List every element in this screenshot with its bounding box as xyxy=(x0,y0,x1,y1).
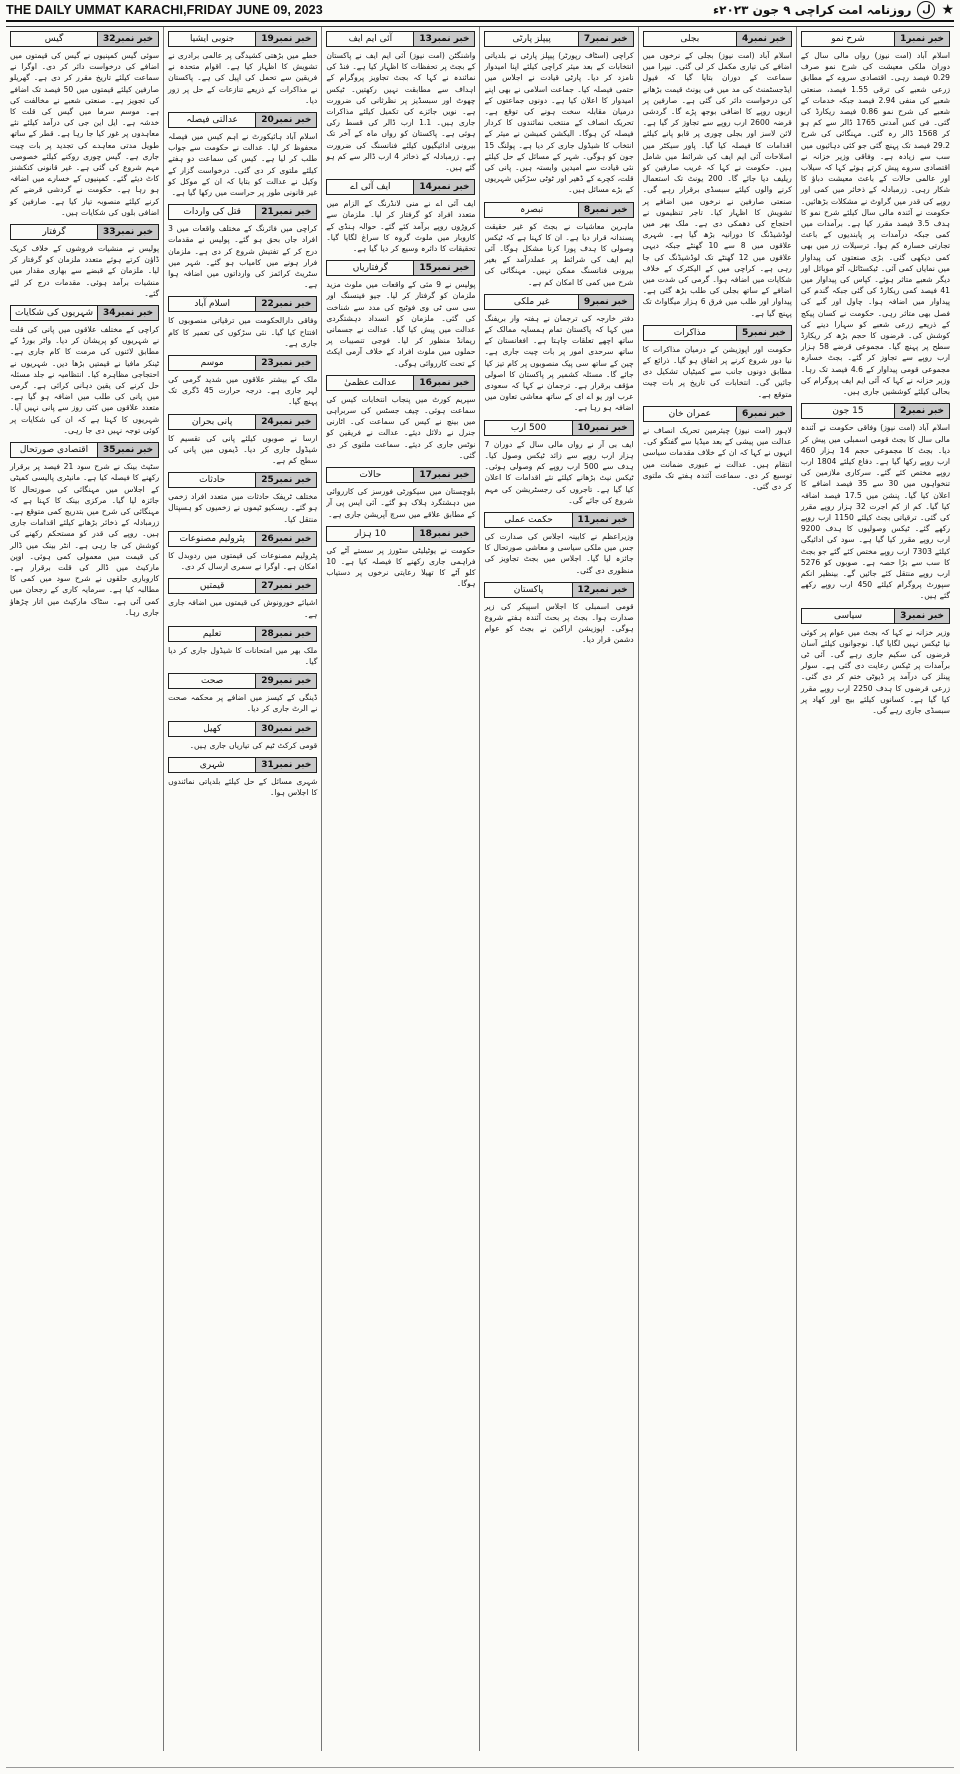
story-header-box xyxy=(168,531,317,547)
story-header-box xyxy=(801,31,950,47)
story-number-label: خبر نمبر xyxy=(273,416,312,427)
story-number-label: خبر نمبر xyxy=(115,445,154,456)
story-body: بلوچستان میں سیکورٹی فورسز کی کارروائی میں دہشتگرد ہلاک ہو گئے۔ آئی ایس پی آر کے مطابق علاقے میں سرچ آپریشن جاری ہے۔ xyxy=(326,487,476,519)
story-number-value: 20 xyxy=(261,115,274,126)
story-headline: سیاسی xyxy=(833,610,863,621)
story-number xyxy=(255,532,316,546)
urdu-masthead-title: روزنامہ امت کراچی ۹ جون ۲۰۲۳ء xyxy=(713,3,912,17)
story-headline: تبصرہ xyxy=(520,204,544,215)
story-body: اسلام آباد (امت نیوز) وفاقی حکومت نے آئندہ مالی سال کا بجٹ قومی اسمبلی میں پیش کر دیا۔ بجٹ کا مجموعی حجم 14 ہزار 460 ارب روپے رکھا گیا ہے۔ دفاع کیلئے 1804 ارب روپے مختص کئے گئے۔ سرکاری ملازمین کی تنخواہوں میں 30 سے 35 فیصد اضافے کا اعلان کیا گیا۔ پنشن میں 17.5 فیصد اضافہ کیا گیا۔ کم از کم اجرت 32 ہزار روپے مقرر کی گئی۔ ترقیاتی بجٹ کیلئے 1150 ارب روپے رکھے گئے۔ ٹیکس وصولیوں کا ہدف 9200 ارب روپے مقرر کیا گیا ہے۔ سود کی ادائیگی کیلئے 7303 ارب روپے مختص کئے گئے جو بجٹ کا سب سے بڑا حصہ ہے۔ صوبوں کو 5276 ارب روپے منتقل کئے جائیں گے۔ بینظیر انکم سپورٹ پروگرام کیلئے 450 ارب روپے رکھے گئے ہیں۔ xyxy=(800,423,951,601)
story-header-box xyxy=(326,31,475,47)
story-number-value: 34 xyxy=(103,308,116,319)
news-story xyxy=(10,31,159,218)
story-number xyxy=(255,32,316,46)
news-story xyxy=(326,375,475,461)
story-number-value: 30 xyxy=(261,723,274,734)
story-header-box xyxy=(168,414,317,430)
news-story xyxy=(484,512,633,576)
story-headline: اسلام آباد xyxy=(194,299,230,310)
story-headline: حالات xyxy=(359,470,382,481)
story-headline: مذاکرات xyxy=(673,327,706,338)
news-column xyxy=(479,27,637,1751)
story-number xyxy=(413,32,474,46)
story-header-box xyxy=(10,224,159,240)
story-number-label: خبر نمبر xyxy=(115,34,154,44)
story-number-label: خبر نمبر xyxy=(273,581,312,592)
story-header-box xyxy=(168,112,317,128)
story-number xyxy=(255,356,316,370)
story-number-value: 14 xyxy=(419,182,432,193)
story-header-box xyxy=(10,305,159,321)
newspaper-logo-icon: ﻝ xyxy=(917,1,935,19)
story-number xyxy=(736,326,791,340)
story-number-value: 4 xyxy=(741,34,749,44)
story-number xyxy=(413,261,474,275)
story-header-box xyxy=(168,31,317,47)
story-number-label: خبر نمبر xyxy=(748,34,786,44)
story-number-value: 26 xyxy=(261,533,274,544)
story-headline: 10 ہزار xyxy=(354,528,387,539)
story-number-value: 17 xyxy=(419,470,432,481)
story-number-value: 12 xyxy=(577,584,591,595)
story-headline: پٹرولیم مصنوعات xyxy=(179,533,245,544)
story-number-value: 15 xyxy=(419,263,432,274)
story-headline: شہری xyxy=(199,759,225,770)
story-headline: حکمت عملی xyxy=(504,514,553,525)
news-story xyxy=(168,472,317,525)
story-number xyxy=(255,579,316,593)
story-number xyxy=(97,443,158,457)
story-headline: گیس xyxy=(44,34,64,44)
story-headline: قیمتیں xyxy=(199,581,225,592)
story-headline: گرفتاریاں xyxy=(352,263,388,274)
story-body: ملک بھر میں امتحانات کا شیڈول جاری کر دیا گیا۔ xyxy=(168,645,318,666)
news-story xyxy=(168,673,317,714)
story-headline: عدالتی فیصلہ xyxy=(186,115,238,126)
story-body: واشنگٹن (امت نیوز) آئی ایم ایف نے پاکستان کے بجٹ پر تحفظات کا اظہار کیا ہے۔ فنڈ کی نمائندہ نے کہا کہ بجٹ تجاویز پروگرام کے اہداف سے مطابقت نہیں رکھتیں۔ ٹیکس چھوٹ اور سبسڈیز پر نظرثانی کی ضرورت ہے۔ نویں جائزے کی تکمیل کیلئے مذاکرات جاری ہیں۔ 1.1 ارب ڈالر کی قسط رکی ہوئی ہے۔ پاکستان کو رواں ماہ کے آخر تک بیرونی ادائیگیوں کیلئے فنانسنگ کی ضرورت ہے۔ زرمبادلہ کے ذخائر 4 ارب ڈالر سے کم ہو گئے ہیں۔ xyxy=(326,51,476,173)
story-number xyxy=(572,583,633,597)
story-number-label: خبر نمبر xyxy=(273,628,312,639)
story-number-value: 19 xyxy=(261,34,274,44)
story-number-label: خبر نمبر xyxy=(431,263,470,274)
story-body: کراچی کے مختلف علاقوں میں پانی کی قلت نے شہریوں کو پریشان کر دیا۔ واٹر بورڈ کے مطابق لائنوں کی مرمت کا کام جاری ہے۔ ٹینکر مافیا نے قیمتیں بڑھا دیں۔ شہریوں نے احتجاجی مظاہرہ کیا۔ انتظامیہ نے جلد مسئلہ حل کرنے کی یقین دہانی کرائی ہے۔ گرمی میں پانی کی طلب میں اضافہ ہو گیا ہے۔ متعدد علاقوں میں کئی روز سے پانی نہیں آیا۔ شہریوں کا کہنا ہے کہ ان کی شکایات پر کوئی توجہ نہیں دی جا رہی۔ xyxy=(9,325,160,435)
news-column xyxy=(796,27,954,1751)
story-headline: قتل کی واردات xyxy=(183,207,241,218)
story-number xyxy=(413,376,474,390)
story-body: ایف آئی اے نے منی لانڈرنگ کے الزام میں متعدد افراد کو گرفتار کر لیا۔ ملزمان سے کروڑوں روپے برآمد کئے گئے۔ حوالہ ہنڈی کے کاروبار میں ملوث گروہ کا سراغ لگایا گیا۔ تحقیقات کا دائرہ وسیع کر دیا گیا ہے۔ xyxy=(326,199,476,254)
story-body: سپریم کورٹ میں پنجاب انتخابات کیس کی سماعت ہوئی۔ چیف جسٹس کی سربراہی میں بینچ نے کیس کی سماعت کی۔ اٹارنی جنرل نے دلائل دیئے۔ عدالت نے فریقین کو نوٹس جاری کر دیئے۔ سماعت ملتوی کر دی گئی۔ xyxy=(326,394,476,460)
story-headline: حادثات xyxy=(199,475,226,486)
story-header-box xyxy=(168,355,317,371)
story-number-value: 1 xyxy=(900,34,907,44)
story-body: قومی کرکٹ ٹیم کی تیاریاں جاری ہیں۔ xyxy=(189,740,318,750)
news-story xyxy=(326,467,475,520)
story-body: شہری مسائل کے حل کیلئے بلدیاتی نمائندوں کا اجلاس ہوا۔ xyxy=(168,776,318,797)
story-number-label: خبر نمبر xyxy=(273,115,312,126)
story-number-label: خبر نمبر xyxy=(906,34,944,44)
story-number-value: 23 xyxy=(261,358,274,369)
story-number xyxy=(97,225,158,239)
story-headline: غیر ملکی xyxy=(513,296,550,307)
news-story xyxy=(326,31,475,173)
story-number xyxy=(255,205,316,219)
story-body: پولیس نے 9 مئی کے واقعات میں ملوث مزید ملزمان کو گرفتار کر لیا۔ جیو فینسنگ اور سی سی ٹی وی فوٹیج کی مدد سے شناخت کی گئی۔ ملزمان کو انسداد دہشتگردی عدالت میں پیش کیا گیا۔ عدالت نے جسمانی ریمانڈ منظور کر لیا۔ فوجی تنصیبات پر حملوں میں ملوث افراد کے خلاف آرمی ایکٹ کے تحت کارروائی ہوگی۔ xyxy=(326,280,476,368)
story-number xyxy=(255,113,316,127)
story-number-value: 24 xyxy=(261,416,274,427)
story-number-label: خبر نمبر xyxy=(273,533,312,544)
news-story xyxy=(168,757,317,798)
news-story xyxy=(484,202,633,288)
story-body: اسلام آباد (امت نیوز) رواں مالی سال کے دوران ملکی معیشت کی شرح نمو صرف 0.29 فیصد رہی۔ اقتصادی سروے کے مطابق زرعی شعبے کی ترقی 1.55 فیصد، صنعتی شعبے کی منفی 2.94 فیصد جبکہ خدمات کے شعبے کی شرح نمو 0.86 فیصد ریکارڈ کی گئی۔ فی کس آمدنی 1765 ڈالر سے کم ہو کر 1568 ڈالر رہ گئی۔ مہنگائی کی شرح 29.2 فیصد تک پہنچ گئی جو کئی دہائیوں میں سب سے زیادہ ہے۔ وفاقی وزیر خزانہ نے اقتصادی سروے پیش کرتے ہوئے کہا کہ سیلاب اور عالمی حالات کے باعث معیشت دباؤ کا شکار رہی۔ زرمبادلہ کے ذخائر میں کمی اور روپے کی قدر میں گراوٹ نے مشکلات بڑھائیں۔ حکومت نے آئندہ مالی سال کیلئے شرح نمو کا ہدف 3.5 فیصد مقرر کیا ہے۔ برآمدات میں کمی جبکہ درآمدات پر پابندیوں کے باعث تجارتی خسارہ کم ہوا۔ ترسیلات زر میں بھی کمی دیکھی گئی۔ بڑی صنعتوں کی پیداوار میں نمایاں کمی آئی۔ ٹیکسٹائل، آٹو موبائل اور دیگر شعبے متاثر ہوئے۔ کپاس کی پیداوار میں 41 فیصد کمی ریکارڈ کی گئی جبکہ گندم کی پیداوار میں اضافہ ہوا۔ چاول اور گنے کی فصل بھی متاثر رہی۔ حکومت نے کسان پیکج کے ذریعے زرعی شعبے کو سہارا دینے کی کوشش کی۔ قرضوں کا حجم بڑھ کر ریکارڈ سطح پر پہنچ گیا۔ مجموعی قرضے 58 ہزار ارب روپے سے تجاوز کر گئے۔ بجٹ خسارہ مجموعی قومی پیداوار کے 4.6 فیصد تک رہا۔ وزیر خزانہ نے کہا کہ آئی ایم ایف پروگرام کی بحالی کیلئے کوششیں جاری ہیں۔ xyxy=(800,51,951,397)
news-story xyxy=(168,531,317,572)
story-number-value: 11 xyxy=(577,514,591,525)
story-number xyxy=(255,473,316,487)
story-body: دفتر خارجہ کی ترجمان نے ہفتہ وار بریفنگ میں کہا کہ پاکستان تمام ہمسایہ ممالک کے ساتھ اچھے تعلقات چاہتا ہے۔ افغانستان کے ساتھ سرحدی امور پر بات چیت جاری ہے۔ چین کے ساتھ سی پیک منصوبوں پر کام تیز کیا جائے گا۔ مسئلہ کشمیر پر پاکستان کا اصولی مؤقف برقرار ہے۔ ترجمان نے کہا کہ سعودی عرب اور یو اے ای کے ساتھ معاشی تعاون میں اضافہ ہو رہا ہے۔ xyxy=(484,313,634,413)
news-story xyxy=(484,420,633,506)
story-number xyxy=(736,407,791,421)
story-number xyxy=(894,404,949,418)
story-number-value: 31 xyxy=(261,759,274,770)
story-header-box xyxy=(10,442,159,458)
story-number-label: خبر نمبر xyxy=(431,34,470,44)
story-header-box xyxy=(168,673,317,689)
story-body: وزیر خزانہ نے کہا کہ بجٹ میں عوام پر کوئی نیا ٹیکس نہیں لگایا گیا۔ نوجوانوں کیلئے آسان قرضوں کی سکیم جاری رہے گی۔ آئی ٹی برآمدات پر ٹیکس رعایت دی گئی ہے۔ سولر پینلز کی درآمد پر ڈیوٹی ختم کر دی گئی۔ زرعی قرضوں کا ہدف 2250 ارب روپے مقرر کیا گیا ہے۔ کسانوں کیلئے بیج اور کھاد پر سبسڈی جاری رہے گی۔ xyxy=(800,627,950,715)
story-body: ڈینگی کے کیسز میں اضافے پر محکمہ صحت نے الرٹ جاری کر دیا۔ xyxy=(168,693,318,714)
story-header-box xyxy=(801,403,950,419)
story-number-label: خبر نمبر xyxy=(273,676,312,687)
story-header-box xyxy=(326,375,475,391)
story-number-value: 32 xyxy=(103,34,116,44)
news-story xyxy=(10,305,159,436)
story-number-label: خبر نمبر xyxy=(431,377,470,388)
story-number xyxy=(413,527,474,541)
story-number xyxy=(97,32,158,46)
story-number-value: 2 xyxy=(900,406,907,417)
story-number-label: خبر نمبر xyxy=(273,723,312,734)
story-headline: 15 جون xyxy=(832,406,864,417)
story-header-box xyxy=(484,512,633,528)
story-headline: تعلیم xyxy=(202,628,222,639)
news-story xyxy=(801,31,950,397)
story-number xyxy=(255,758,316,772)
story-number-value: 13 xyxy=(419,34,432,44)
story-body: خطے میں بڑھتی کشیدگی پر عالمی برادری نے تشویش کا اظہار کیا ہے۔ اقوام متحدہ نے فریقین سے تحمل کی اپیل کی ہے۔ پاکستان نے مذاکرات کے ذریعے تنازعات کے حل پر زور دیا۔ xyxy=(168,51,318,105)
news-story xyxy=(168,721,317,751)
story-header-box xyxy=(326,467,475,483)
story-headline: جنوبی ایشیا xyxy=(190,34,235,44)
news-column xyxy=(6,27,163,1751)
story-headline: عدالت عظمیٰ xyxy=(344,377,397,388)
masthead xyxy=(6,0,954,22)
story-body: کراچی (اسٹاف رپورٹر) پیپلز پارٹی نے بلدیاتی انتخابات کے بعد میئر کراچی کیلئے اپنا امیدوار نامزد کر دیا۔ پارٹی قیادت نے اجلاس میں حتمی فیصلہ کیا۔ جماعت اسلامی نے بھی اپنے امیدوار کا اعلان کیا ہے۔ دونوں جماعتوں کے درمیان مقابلہ سخت ہونے کی توقع ہے۔ تحریک انصاف کے منتخب نمائندوں کا کردار فیصلہ کن ہوگا۔ الیکشن کمیشن نے میئر کے انتخاب کا شیڈول جاری کر دیا ہے۔ پولنگ 15 جون کو ہوگی۔ شہر کے مسائل کے حل کیلئے نئی قیادت سے امیدیں وابستہ ہیں۔ پانی کی قلت، کچرے کے ڈھیر اور ٹوٹی سڑکیں شہریوں کے بڑے مسائل ہیں۔ xyxy=(484,51,634,195)
story-headline: آئی ایم ایف xyxy=(348,34,393,44)
story-number-value: 6 xyxy=(741,408,749,419)
story-number-label: خبر نمبر xyxy=(590,204,628,215)
story-headline: پاکستان xyxy=(513,584,544,595)
story-body: اسلام آباد ہائیکورٹ نے اہم کیس میں فیصلہ محفوظ کر لیا۔ عدالت نے حکومت سے جواب طلب کر لیا ہے۔ کیس کی سماعت دو ہفتے کیلئے ملتوی کر دی گئی۔ درخواست گزار کے وکیل نے عدالت کو بتایا کہ ان کے موکل کو غیر قانونی طور پر حراست میں رکھا گیا ہے۔ xyxy=(168,132,318,198)
news-story xyxy=(484,294,633,414)
story-number xyxy=(894,609,949,623)
story-headline: عمران خان xyxy=(668,408,712,419)
story-headline: شہریوں کی شکایات xyxy=(14,308,94,319)
story-body: وزیراعظم نے کابینہ اجلاس کی صدارت کی جس میں ملکی سیاسی و معاشی صورتحال کا جائزہ لیا گیا۔ اجلاس میں بجٹ تجاویز کی منظوری دی گئی۔ xyxy=(484,531,634,575)
story-number xyxy=(578,295,633,309)
story-number xyxy=(255,674,316,688)
story-number-label: خبر نمبر xyxy=(115,227,154,238)
story-number-value: 35 xyxy=(103,445,116,456)
news-story xyxy=(326,179,475,254)
story-header-box xyxy=(168,626,317,642)
story-number xyxy=(97,306,158,320)
news-columns xyxy=(6,26,954,1751)
story-number-label: خبر نمبر xyxy=(273,34,312,44)
story-header-box xyxy=(484,582,633,598)
story-header-box xyxy=(168,472,317,488)
story-number-label: خبر نمبر xyxy=(590,422,628,433)
news-story xyxy=(10,442,159,618)
story-number-value: 27 xyxy=(261,581,274,592)
story-number-label: خبر نمبر xyxy=(906,610,944,621)
story-number-value: 10 xyxy=(577,422,591,433)
story-body: ارسا نے صوبوں کیلئے پانی کی تقسیم کا شیڈول جاری کر دیا۔ ڈیموں میں پانی کی سطح کم ہے۔ xyxy=(168,433,318,466)
news-story xyxy=(168,578,317,619)
news-story xyxy=(168,204,317,290)
story-headline: شرح نمو xyxy=(831,34,865,44)
story-body: سٹیٹ بینک نے شرح سود 21 فیصد پر برقرار رکھنے کا فیصلہ کیا ہے۔ مانیٹری پالیسی کمیٹی کے اجلاس میں مہنگائی کی صورتحال کا جائزہ لیا گیا۔ مرکزی بینک کا کہنا ہے کہ مہنگائی کی شرح میں بتدریج کمی متوقع ہے۔ زرمبادلہ کے ذخائر بڑھانے کیلئے اقدامات جاری ہیں۔ روپے کی قدر کو مستحکم رکھنے کی کوشش کی جا رہی ہے۔ انٹر بینک میں ڈالر کی قیمت میں معمولی کمی ہوئی۔ اوپن مارکیٹ میں ڈالر کی قلت برقرار ہے۔ کاروباری حلقوں نے شرح سود میں کمی کا مطالبہ کیا ہے۔ سرمایہ کاری کے رجحان میں کمی آئی ہے۔ سٹاک مارکیٹ میں اتار چڑھاؤ جاری رہا۔ xyxy=(9,462,160,617)
story-body: وفاقی دارالحکومت میں ترقیاتی منصوبوں کا افتتاح کیا گیا۔ نئی سڑکوں کی تعمیر کا کام جاری ہے۔ xyxy=(168,316,318,348)
story-header-box xyxy=(643,325,792,341)
story-number-label: خبر نمبر xyxy=(590,296,628,307)
story-header-box xyxy=(326,179,475,195)
news-story xyxy=(168,414,317,467)
story-header-box xyxy=(168,296,317,312)
story-header-box xyxy=(168,578,317,594)
story-number-label: خبر نمبر xyxy=(273,207,312,218)
story-body: قومی اسمبلی کا اجلاس اسپیکر کی زیر صدارت ہوا۔ بجٹ پر بحث آئندہ ہفتے شروع ہوگی۔ اپوزیشن اراکین نے بجٹ کو عوام دشمن قرار دیا۔ xyxy=(484,601,634,645)
story-number-label: خبر نمبر xyxy=(431,182,470,193)
story-number xyxy=(894,32,949,46)
story-number xyxy=(578,203,633,217)
story-headline: اقتصادی صورتحال xyxy=(19,445,89,456)
story-header-box xyxy=(10,31,159,47)
story-number-label: خبر نمبر xyxy=(906,406,944,417)
story-number-value: 28 xyxy=(261,628,274,639)
news-column xyxy=(638,27,796,1751)
story-header-box xyxy=(326,526,475,542)
story-body: اشیائے خورونوش کی قیمتوں میں اضافہ جاری ہے۔ xyxy=(168,598,318,619)
news-story xyxy=(168,31,317,106)
story-headline: صحت xyxy=(201,676,224,687)
story-number-label: خبر نمبر xyxy=(115,308,154,319)
story-number xyxy=(572,513,633,527)
news-column xyxy=(321,27,479,1751)
story-number-value: 18 xyxy=(419,528,432,539)
story-body: پٹرولیم مصنوعات کی قیمتوں میں ردوبدل کا امکان ہے۔ اوگرا نے سمری ارسال کر دی۔ xyxy=(168,550,318,572)
story-headline: پیپلز پارٹی xyxy=(512,34,551,44)
story-headline: بجلی xyxy=(680,34,700,44)
story-headline: 500 ارب xyxy=(510,422,547,433)
story-number-value: 9 xyxy=(583,296,591,307)
story-headline: پانی بحران xyxy=(191,416,233,427)
story-header-box xyxy=(643,406,792,422)
story-body: حکومت اور اپوزیشن کے درمیان مذاکرات کا نیا دور شروع کرنے پر اتفاق ہو گیا۔ ذرائع کے مطابق دونوں جانب سے کمیٹیاں تشکیل دی جائیں گی۔ انتخابات کی تاریخ پر بات چیت متوقع ہے۔ xyxy=(642,344,792,399)
story-number-label: خبر نمبر xyxy=(590,584,628,595)
story-number-label: خبر نمبر xyxy=(273,358,312,369)
story-number-label: خبر نمبر xyxy=(431,470,470,481)
news-story xyxy=(168,112,317,198)
story-headline: کھیل xyxy=(203,723,222,734)
news-story xyxy=(484,582,633,646)
news-story xyxy=(168,626,317,667)
news-story xyxy=(326,260,475,369)
story-number-value: 29 xyxy=(261,676,274,687)
story-number-value: 3 xyxy=(900,610,907,621)
story-number-label: خبر نمبر xyxy=(748,327,786,338)
story-number-value: 16 xyxy=(419,377,432,388)
story-number xyxy=(255,722,316,736)
story-number xyxy=(413,180,474,194)
story-header-box xyxy=(484,202,633,218)
news-story xyxy=(10,224,159,299)
story-headline: گرفتار xyxy=(42,227,66,238)
story-header-box xyxy=(801,608,950,624)
story-body: کراچی میں فائرنگ کے مختلف واقعات میں 3 افراد جاں بحق ہو گئے۔ پولیس نے مقدمات درج کر کے تفتیش شروع کر دی ہے۔ ملزمان فرار ہونے میں کامیاب ہو گئے۔ شہر میں سٹریٹ کرائمز کی وارداتوں میں اضافہ ہوا ہے۔ xyxy=(168,224,318,290)
story-body: پولیس نے منشیات فروشوں کے خلاف کریک ڈاؤن کرتے ہوئے متعدد ملزمان کو گرفتار کر لیا۔ ملزمان کے قبضے سے بھاری مقدار میں منشیات برآمد ہوئی۔ مقدمات درج کر لئے گئے۔ xyxy=(9,244,160,298)
story-number-value: 8 xyxy=(583,204,591,215)
story-number-value: 33 xyxy=(103,227,116,238)
news-story xyxy=(643,31,792,319)
story-body: ملک کے بیشتر علاقوں میں شدید گرمی کی لہر جاری ہے۔ درجہ حرارت 45 ڈگری تک پہنچ گیا۔ xyxy=(168,375,318,407)
story-number xyxy=(255,415,316,429)
story-number xyxy=(572,421,633,435)
story-body: مختلف ٹریفک حادثات میں متعدد افراد زخمی ہو گئے۔ ریسکیو ٹیموں نے زخمیوں کو ہسپتال منتقل کیا۔ xyxy=(168,492,318,524)
story-number-label: خبر نمبر xyxy=(273,299,312,310)
story-header-box xyxy=(484,31,633,47)
urdu-masthead xyxy=(713,1,954,19)
story-number xyxy=(736,32,791,46)
news-story xyxy=(168,296,317,349)
news-story xyxy=(801,608,950,717)
news-story xyxy=(484,31,633,196)
story-headline: موسم xyxy=(200,358,224,369)
news-column xyxy=(163,27,321,1751)
story-number-value: 7 xyxy=(583,34,591,44)
story-body: سوئی گیس کمپنیوں نے گیس کی قیمتوں میں اضافے کی درخواست دائر کر دی۔ اوگرا نے سماعت کیلئے تاریخ مقرر کر دی ہے۔ گھریلو صارفین کیلئے قیمتوں میں 50 فیصد تک اضافے کی تجویز ہے۔ صنعتی شعبے نے مخالفت کی ہے۔ موسم سرما میں گیس کی قلت کا خدشہ ہے۔ ایل این جی کی درآمد کیلئے نئے معاہدوں پر غور کیا جا رہا ہے۔ قطر کے ساتھ طویل مدتی معاہدے کی تجدید پر بات چیت جاری ہے۔ گیس چوری روکنے کیلئے خصوصی مہم شروع کی گئی ہے۔ غیر قانونی کنکشنز کاٹ دیئے گئے۔ کمپنیوں کے خسارے میں اضافہ ہو رہا ہے۔ حکومت نے گردشی قرضے کم کرنے کیلئے منصوبہ تیار کیا ہے۔ صارفین کو اضافی بلوں کی شکایات ہیں۔ xyxy=(9,51,160,217)
news-story xyxy=(801,403,950,601)
story-number xyxy=(413,468,474,482)
story-body: حکومت نے یوٹیلیٹی سٹورز پر سستے آٹے کی فراہمی جاری رکھنے کا فیصلہ کیا ہے۔ 10 کلو آٹے کا تھیلا رعایتی نرخوں پر دستیاب ہوگا۔ xyxy=(326,545,476,589)
story-body: لاہور (امت نیوز) چیئرمین تحریک انصاف نے عدالت میں پیشی کے بعد میڈیا سے گفتگو کی۔ انہوں نے کہا کہ ان کے خلاف مقدمات سیاسی انتقام ہیں۔ عدالت نے عبوری ضمانت میں توسیع کر دی۔ سماعت آئندہ ہفتے تک ملتوی کر دی گئی۔ xyxy=(642,425,792,491)
story-number-label: خبر نمبر xyxy=(431,528,470,539)
story-number xyxy=(255,297,316,311)
story-number-value: 25 xyxy=(261,475,274,486)
story-header-box xyxy=(484,420,633,436)
story-number xyxy=(255,627,316,641)
story-body: ماہرین معاشیات نے بجٹ کو غیر حقیقت پسندانہ قرار دیا ہے۔ ان کا کہنا ہے کہ ٹیکس وصولی کا ہدف پورا کرنا مشکل ہوگا۔ آئی ایم ایف کی شرائط پر عملدرآمد کے بغیر بیرونی فنانسنگ ممکن نہیں۔ مہنگائی کی شرح میں کمی کا امکان کم ہے۔ xyxy=(484,221,634,287)
story-header-box xyxy=(326,260,475,276)
story-number-label: خبر نمبر xyxy=(590,514,628,525)
english-masthead-title: THE DAILY UMMAT KARACHI,FRIDAY JUNE 09, 2023 xyxy=(6,3,323,17)
story-number-label: خبر نمبر xyxy=(273,475,312,486)
story-number-value: 5 xyxy=(741,327,749,338)
story-body: ایف بی آر نے رواں مالی سال کے دوران 7 ہزار ارب روپے سے زائد ٹیکس وصول کیا۔ ہدف سے 500 ارب روپے کم وصولی ہوئی۔ ٹیکس نیٹ بڑھانے کیلئے نئے اقدامات کا اعلان کیا گیا ہے۔ تاجروں کی رجسٹریشن کی مہم شروع کی جائے گی۔ xyxy=(484,439,634,505)
page-footer-rule xyxy=(6,1767,954,1768)
star-icon: ★ xyxy=(941,2,954,18)
story-number-label: خبر نمبر xyxy=(273,759,312,770)
news-story xyxy=(168,355,317,408)
story-header-box xyxy=(643,31,792,47)
story-number-label: خبر نمبر xyxy=(748,408,786,419)
story-number-value: 22 xyxy=(261,299,274,310)
story-header-box xyxy=(168,721,317,737)
news-story xyxy=(643,325,792,400)
story-number-value: 21 xyxy=(261,207,274,218)
news-story xyxy=(326,526,475,590)
story-number-label: خبر نمبر xyxy=(590,34,628,44)
story-number xyxy=(578,32,633,46)
story-headline: ایف آئی اے xyxy=(350,182,391,193)
story-body: اسلام آباد (امت نیوز) بجلی کے نرخوں میں اضافے کی تیاری مکمل کر لی گئی۔ نیپرا میں سماعت کے دوران بتایا گیا کہ فیول ایڈجسٹمنٹ کی مد میں فی یونٹ قیمت بڑھانے کی درخواست دائر کی گئی ہے۔ صارفین پر اربوں روپے کا اضافی بوجھ پڑے گا۔ گردشی قرضہ 2600 ارب روپے سے تجاوز کر گیا ہے۔ لائن لاسز اور بجلی چوری پر قابو پانے کیلئے اقدامات کا فیصلہ کیا گیا۔ پاور سیکٹر میں اصلاحات آئی ایم ایف کی شرائط میں شامل ہیں۔ حکومت نے کہا کہ غریب صارفین کو ریلیف دیا جائے گا۔ 200 یونٹ تک استعمال کرنے والوں کیلئے سبسڈی برقرار رہے گی۔ صنعتی صارفین نے نرخوں میں اضافے پر تشویش کا اظہار کیا۔ تاجر تنظیموں نے احتجاج کی دھمکی دی ہے۔ ملک بھر میں لوڈشیڈنگ کا دورانیہ بڑھ گیا ہے۔ شہری علاقوں میں 8 سے 10 گھنٹے جبکہ دیہی علاقوں میں 12 گھنٹے تک لوڈشیڈنگ کی جا رہی ہے۔ کراچی میں کے الیکٹرک کے خلاف شکایات میں اضافہ ہوا۔ گرمی کی شدت میں اضافے کے ساتھ بجلی کی طلب بڑھ گئی ہے۔ پیداوار اور طلب میں فرق 6 ہزار میگاواٹ تک پہنچ گیا ہے۔ xyxy=(642,51,792,318)
news-story xyxy=(643,406,792,492)
story-header-box xyxy=(168,757,317,773)
story-header-box xyxy=(484,294,633,310)
story-header-box xyxy=(168,204,317,220)
